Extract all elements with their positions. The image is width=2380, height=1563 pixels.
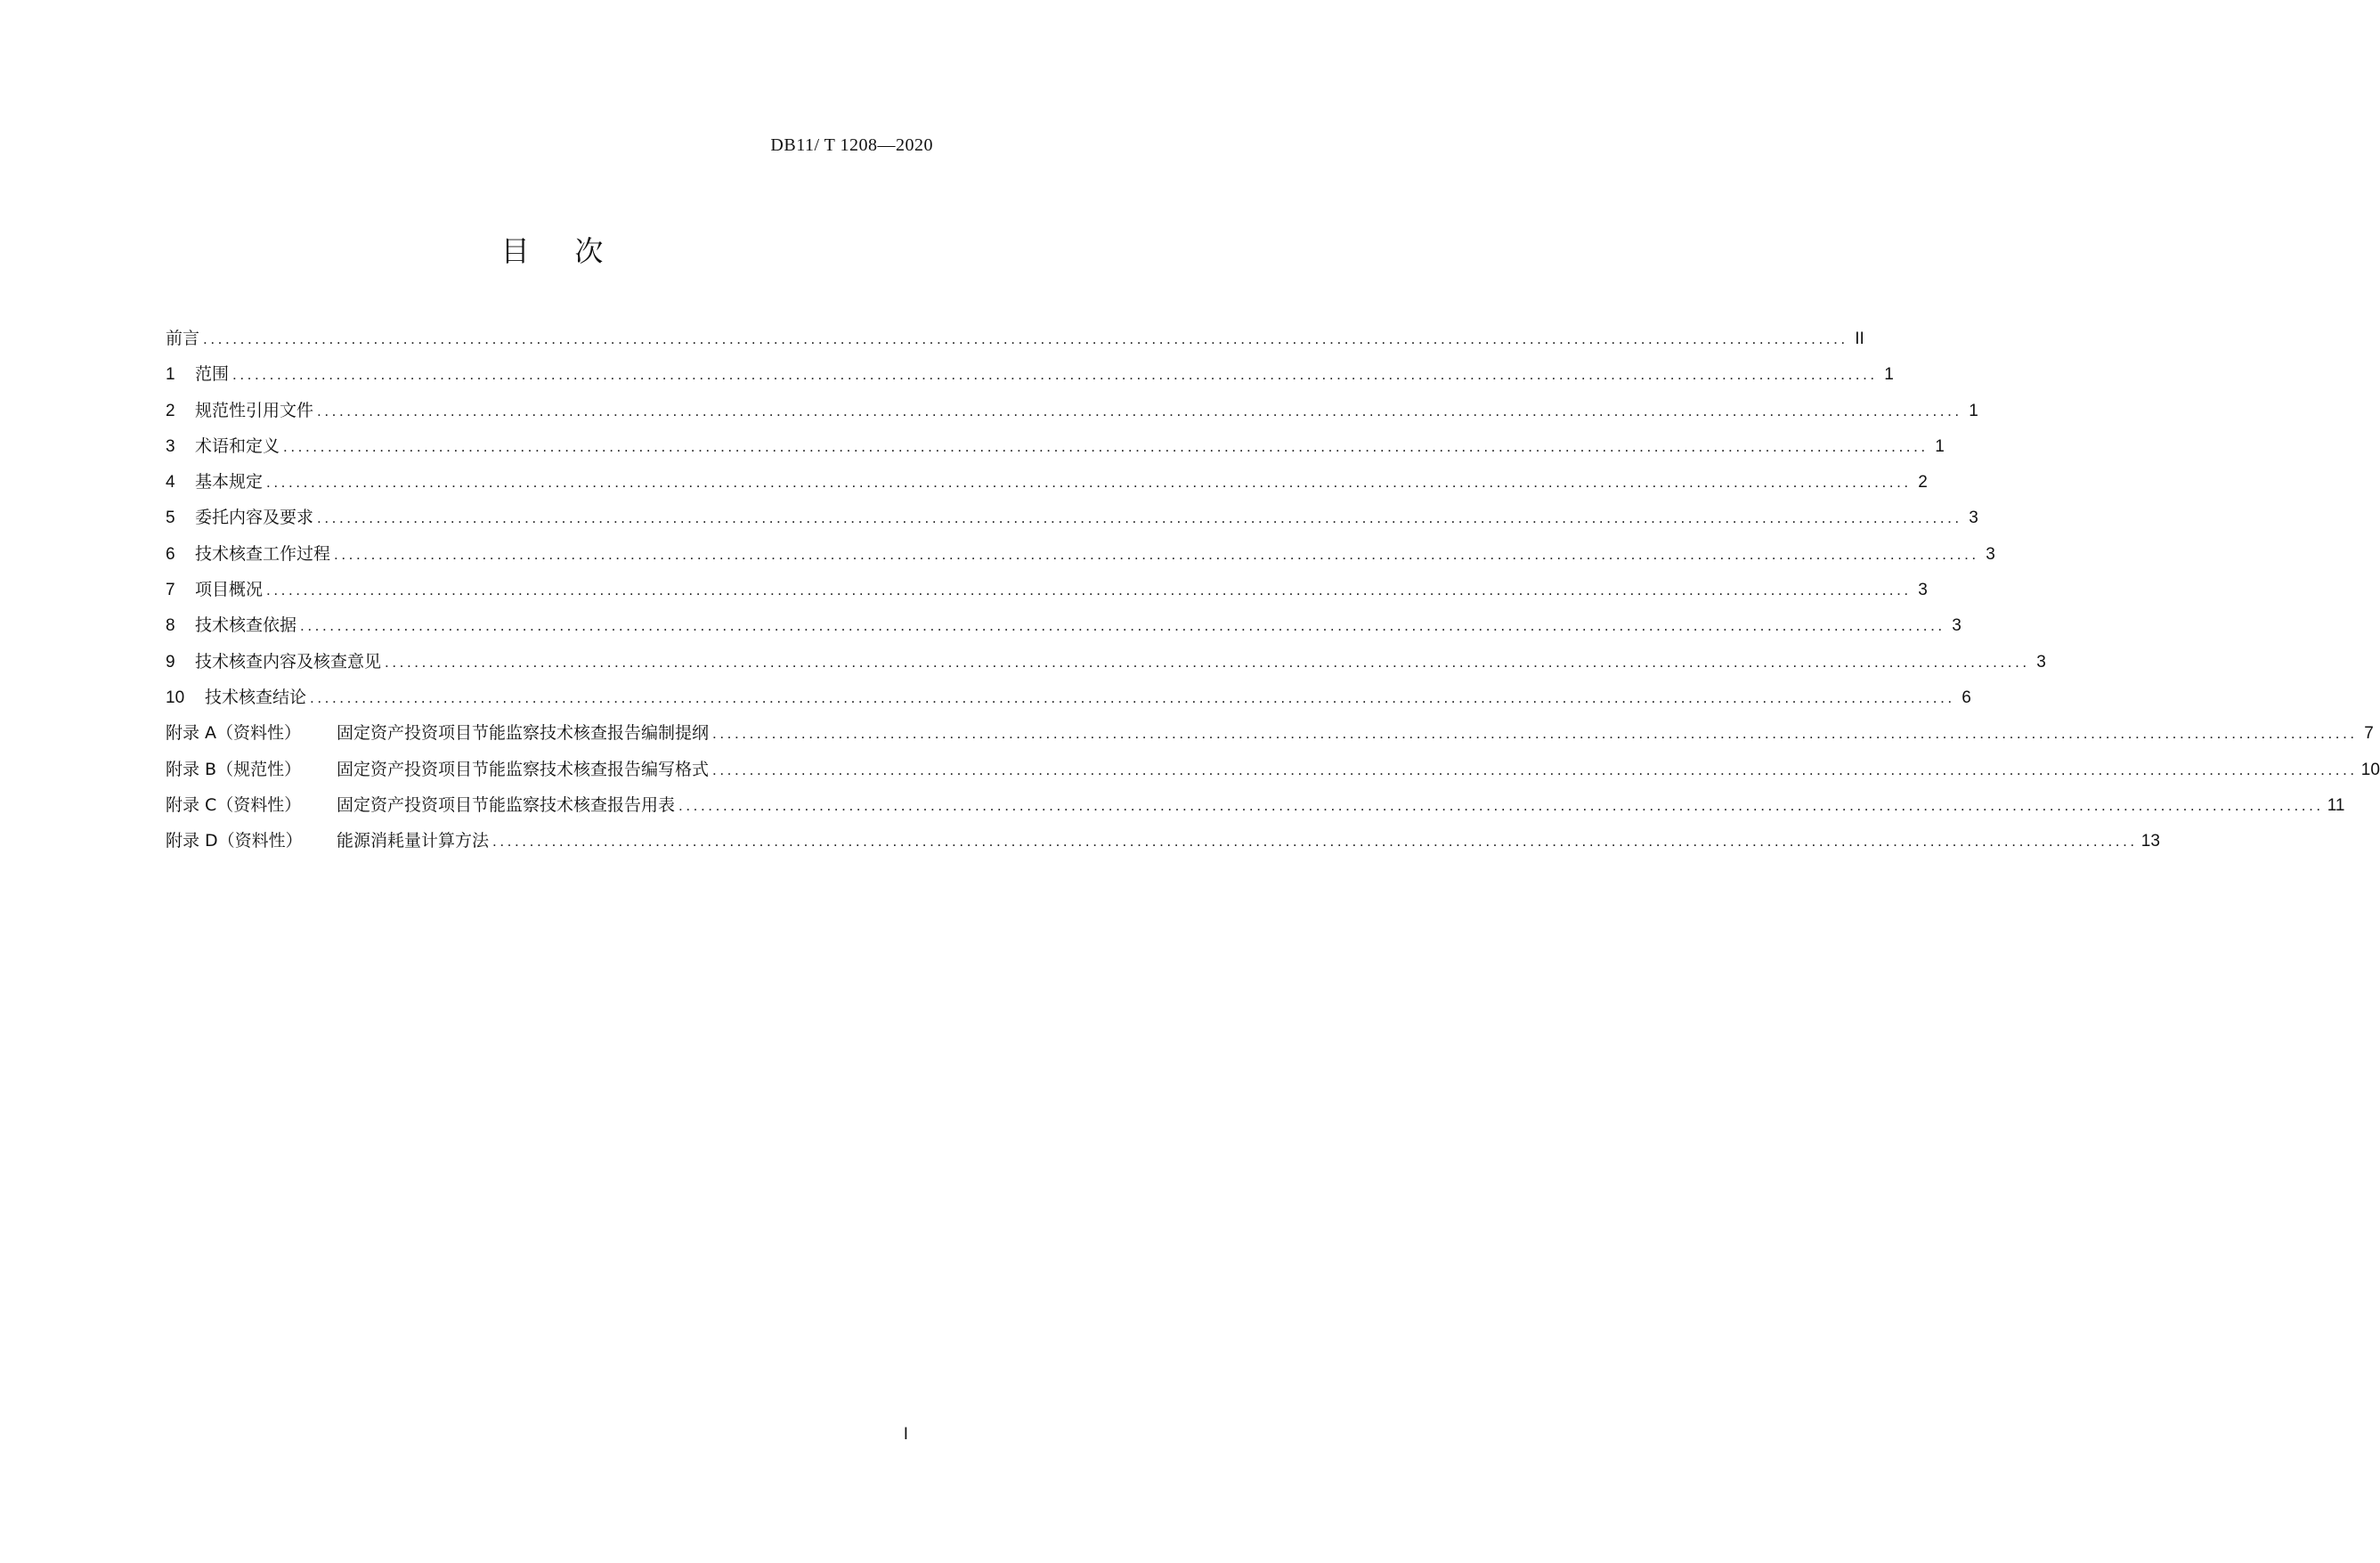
toc-entry-section-9[interactable] bbox=[166, 644, 2046, 680]
toc-entry-appendix-c[interactable] bbox=[166, 787, 2345, 823]
dot-leader: .............................................................................................................................................................................................................................. bbox=[203, 330, 1848, 347]
section-number: 6 bbox=[166, 544, 175, 564]
toc-entry-label: 规范性引用文件 bbox=[195, 400, 314, 420]
section-number: 10 bbox=[166, 688, 185, 707]
section-number: 2 bbox=[166, 401, 175, 420]
toc-page-number: 7 bbox=[2364, 724, 2374, 744]
section-number: 3 bbox=[166, 436, 175, 456]
toc-page-number: 11 bbox=[2327, 795, 2345, 815]
toc-entry-label: 能源消耗量计算方法 bbox=[337, 831, 490, 851]
appendix-prefix: 附录 B（规范性） bbox=[166, 759, 302, 779]
toc-page-number: 6 bbox=[1962, 688, 1971, 707]
toc-entry-section-4[interactable] bbox=[166, 464, 1928, 500]
dot-leader: .............................................................................................................................................................................................................................. bbox=[232, 366, 1878, 384]
toc-page-number: 3 bbox=[1986, 544, 1995, 564]
toc-entry-appendix-b[interactable] bbox=[166, 752, 2380, 787]
section-number: 1 bbox=[166, 365, 175, 385]
toc-page-number: 1 bbox=[1969, 401, 1978, 420]
toc-page-number: 1 bbox=[1935, 436, 1945, 456]
dot-leader: .............................................................................................................................................................................................................................. bbox=[266, 582, 1912, 599]
document-code: DB11/ T 1208—2020 bbox=[770, 135, 933, 155]
section-number: 5 bbox=[166, 509, 175, 528]
appendix-prefix: 附录 D（资料性） bbox=[166, 831, 303, 851]
toc-page-number: 1 bbox=[1884, 365, 1894, 385]
toc-page-number: 3 bbox=[1952, 616, 1962, 636]
toc-page-number: 10 bbox=[2360, 760, 2380, 779]
toc-page-number: 3 bbox=[1918, 581, 1928, 600]
page-number: I bbox=[903, 1425, 908, 1444]
toc-entry-label: 技术核查依据 bbox=[195, 615, 297, 636]
dot-leader: .............................................................................................................................................................................................................................. bbox=[678, 796, 2324, 814]
dot-leader: .............................................................................................................................................................................................................................. bbox=[334, 545, 1979, 563]
dot-leader: .............................................................................................................................................................................................................................. bbox=[310, 688, 1955, 706]
toc-entry-foreword[interactable] bbox=[166, 321, 1864, 356]
toc-entry-appendix-d[interactable] bbox=[166, 823, 2160, 859]
table-of-contents bbox=[166, 321, 2380, 859]
toc-entry-label: 范围 bbox=[195, 364, 230, 385]
page-title: 目 次 bbox=[500, 234, 604, 268]
toc-entry-appendix-a[interactable] bbox=[166, 715, 2374, 751]
toc-page-number: 13 bbox=[2140, 832, 2160, 851]
toc-page-number: 3 bbox=[1969, 509, 1978, 528]
toc-entry-section-8[interactable] bbox=[166, 607, 1962, 643]
toc-entry-section-7[interactable] bbox=[166, 572, 1928, 607]
toc-entry-section-3[interactable] bbox=[166, 428, 1945, 464]
toc-entry-label: 固定资产投资项目节能监察技术核查报告编写格式 bbox=[337, 759, 710, 779]
toc-entry-section-2[interactable] bbox=[166, 393, 1978, 428]
toc-entry-section-6[interactable] bbox=[166, 536, 1995, 572]
toc-entry-section-10[interactable] bbox=[166, 680, 1971, 715]
toc-entry-label: 基本规定 bbox=[195, 472, 264, 493]
dot-leader: .............................................................................................................................................................................................................................. bbox=[712, 725, 2358, 743]
toc-page-number: 3 bbox=[2036, 652, 2046, 672]
toc-entry-label: 技术核查结论 bbox=[205, 687, 307, 707]
toc-entry-section-5[interactable] bbox=[166, 500, 1978, 535]
dot-leader: .............................................................................................................................................................................................................................. bbox=[712, 761, 2358, 778]
toc-entry-label: 项目概况 bbox=[195, 580, 264, 600]
dot-leader: .............................................................................................................................................................................................................................. bbox=[385, 653, 2030, 671]
toc-entry-label: 委托内容及要求 bbox=[195, 508, 314, 528]
appendix-prefix: 附录 C（资料性） bbox=[166, 794, 302, 815]
dot-leader: .............................................................................................................................................................................................................................. bbox=[317, 509, 1962, 527]
toc-entry-label: 术语和定义 bbox=[195, 436, 280, 456]
dot-leader: .............................................................................................................................................................................................................................. bbox=[317, 402, 1962, 419]
toc-entry-label: 固定资产投资项目节能监察技术核查报告编制提纲 bbox=[337, 723, 710, 744]
section-number: 7 bbox=[166, 581, 175, 600]
dot-leader: .............................................................................................................................................................................................................................. bbox=[300, 617, 1945, 635]
dot-leader: .............................................................................................................................................................................................................................. bbox=[283, 437, 1929, 455]
toc-entry-section-1[interactable] bbox=[166, 356, 1894, 392]
toc-entry-label: 固定资产投资项目节能监察技术核查报告用表 bbox=[337, 794, 676, 815]
toc-page-number: II bbox=[1855, 330, 1864, 348]
toc-entry-label: 前言 bbox=[166, 329, 200, 348]
section-number: 4 bbox=[166, 473, 175, 493]
appendix-prefix: 附录 A（资料性） bbox=[166, 723, 302, 744]
toc-entry-label: 技术核查工作过程 bbox=[195, 543, 331, 564]
toc-entry-label: 技术核查内容及核查意见 bbox=[195, 651, 382, 672]
section-number: 9 bbox=[166, 652, 175, 672]
dot-leader: .............................................................................................................................................................................................................................. bbox=[266, 474, 1912, 492]
dot-leader: .............................................................................................................................................................................................................................. bbox=[492, 833, 2138, 851]
toc-page-number: 2 bbox=[1918, 473, 1928, 493]
section-number: 8 bbox=[166, 616, 175, 636]
